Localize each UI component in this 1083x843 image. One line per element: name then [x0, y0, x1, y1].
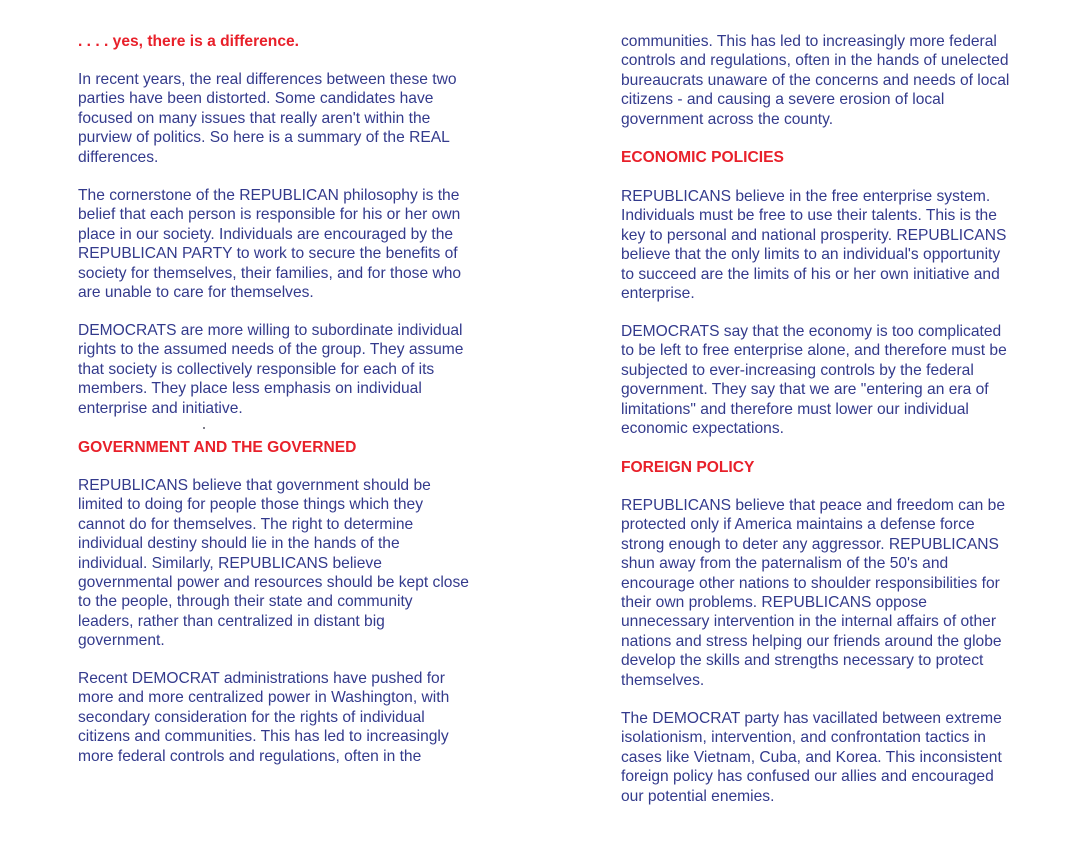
republican-philosophy-paragraph: The cornerstone of the REPUBLICAN philosophy is the belief that each person is responsible for his or her own place in our society. Individuals are encouraged by the REPUBLICAN PARTY to work to secure the benefits of society for themselves, their families, and for those who are unable to care for themselves. — [78, 187, 462, 302]
democrat-economic-paragraph: DEMOCRATS say that the economy is too complicated to be left to free enterprise alone, and therefore must be subjected to ever-increasing controls by the federal government. They say that we are "entering an era of limitations" and therefore must lower our individual economic expectations. — [621, 323, 1007, 438]
intro-heading: . . . . yes, there is a difference. — [78, 33, 300, 50]
continued-paragraph: communities. This has led to increasingly more federal controls and regulations, often in the hands of unelected bureaucrats unaware of the concerns and needs of local citizens - and causing a severe erosion of local government across the county. — [621, 33, 1010, 128]
republican-economic-paragraph: REPUBLICANS believe in the free enterprise system. Individuals must be free to use their talents. This is the key to personal and national prosperity. REPUBLICANS believe that the only limits to an individual's opportunity to succeed are the limits of his or her own initiative and enterprise. — [621, 188, 1007, 303]
intro-paragraph: In recent years, the real differences between these two parties have been distorted. Some candidates have focused on many issues that really aren't within the purview of politics. So here is a summary of the REAL differences. — [78, 71, 457, 166]
government-section-heading: GOVERNMENT AND THE GOVERNED — [78, 439, 357, 456]
democrat-foreign-paragraph: The DEMOCRAT party has vacillated between extreme isolationism, intervention, and confrontation tactics in cases like Vietnam, Cuba, and Korea. This inconsistent foreign policy has confused our allies and encouraged our potential enemies. — [621, 710, 1002, 805]
economic-section-heading: ECONOMIC POLICIES — [621, 149, 784, 166]
scan-speck — [203, 427, 205, 429]
democrat-government-paragraph: Recent DEMOCRAT administrations have pushed for more and more centralized power in Washington, with secondary consideration for the rights of individual citizens and communities. This has led to increasingly more federal controls and regulations, often in the — [78, 670, 450, 765]
foreign-section-heading: FOREIGN POLICY — [621, 459, 755, 476]
republican-foreign-paragraph: REPUBLICANS believe that peace and freedom can be protected only if America maintains a defense force strong enough to deter any aggressor. REPUBLICANS shun away from the paternalism of the 50's and encourage other nations to shoulder responsibilities for their own problems. REPUBLICANS oppose unnecessary intervention in the internal affairs of other nations and stress helping our friends around the globe develop the skills and strengths necessary to protect themselves. — [621, 497, 1006, 689]
democrat-philosophy-paragraph: DEMOCRATS are more willing to subordinate individual rights to the assumed needs of the group. They assume that society is collectively responsible for each of its members. They place less emphasis on individual enterprise and initiative. — [78, 322, 464, 417]
republican-government-paragraph: REPUBLICANS believe that government should be limited to doing for people those things which they cannot do for themselves. The right to determine individual destiny should lie in the hands of the individual. Similarly, REPUBLICANS believe governmental power and resources should be kept close to the people, through their state and community leaders, rather than centralized in distant big government. — [78, 477, 469, 650]
